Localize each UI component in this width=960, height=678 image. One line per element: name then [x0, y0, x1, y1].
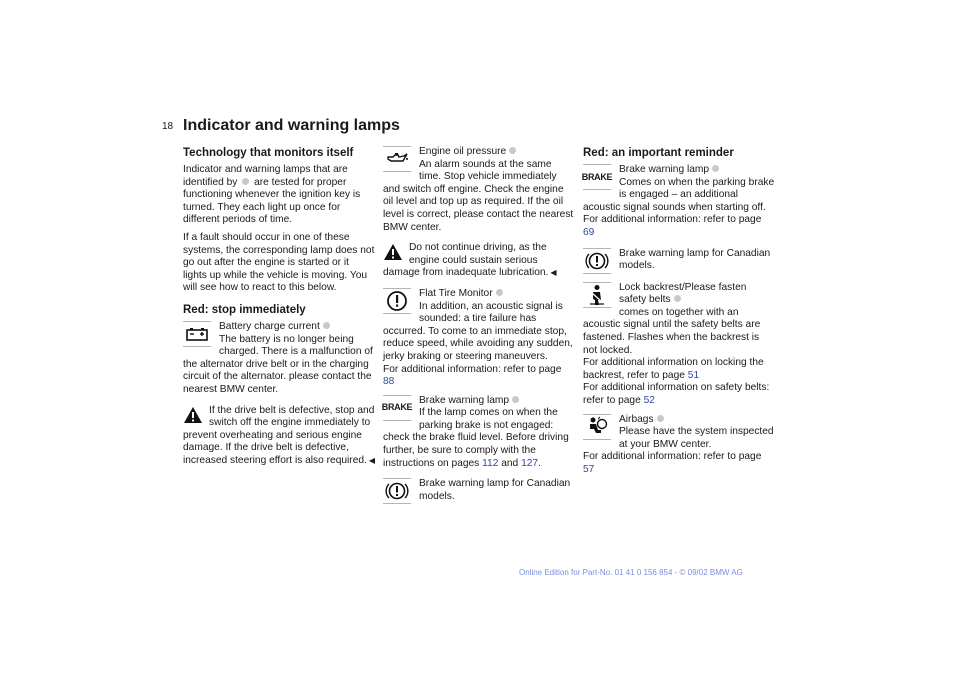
page-link-112[interactable]: 112 — [482, 457, 499, 469]
belt-title: Lock backrest/Please fasten safety belts — [619, 281, 747, 306]
battery-block — [183, 321, 375, 397]
footer-edition: Online Edition for Part-No. 01 41 0 156 854 - © 09/02 BMW AG — [519, 568, 743, 577]
battery-title: Battery charge current — [219, 320, 320, 332]
airbag-block: Airbags Please have the system inspected at your BMW center. For additional information: refer to page 57 — [583, 413, 774, 475]
oil-can-icon — [383, 146, 411, 172]
battery-text: The battery is no longer being charged. There is a malfunction of the alternator drive belt or in the charging circuit of the alternator. please contact the nearest BMW center. — [183, 333, 373, 395]
tire-warning-icon — [383, 288, 411, 314]
page-link-52[interactable]: 52 — [643, 394, 655, 406]
indicator-dot-icon — [509, 147, 516, 154]
heading-technology: Technology that monitors itself — [183, 147, 354, 159]
page-link-51[interactable]: 51 — [687, 369, 700, 381]
drive-belt-warning: If the drive belt is defective, stop and switch off the engine immediately to prevent overheating and serious engine damage. If the drive belt is defective, increased steering effort is also required. ◀ — [183, 404, 376, 466]
warning-triangle-icon — [383, 243, 405, 261]
indicator-dot-icon — [657, 415, 664, 422]
oil-warning: Do not continue driving, as the engine could sustain serious damage from inadequate lubrication. ◀ — [383, 242, 557, 279]
oil-pressure-block — [383, 146, 575, 234]
paragraph-fault: If a fault should occur in one of these systems, the corresponding lamp does not go out after the engine is started or it lights up while the vehicle is moving. You will see how to react to this below. — [183, 231, 375, 294]
airbag-icon — [583, 414, 611, 440]
indicator-dot-icon — [512, 396, 519, 403]
page-link-69[interactable]: 69 — [583, 226, 595, 238]
column-3 — [583, 146, 775, 482]
indicator-dot-icon — [496, 289, 503, 296]
brake-icon: BRAKE — [583, 164, 611, 190]
oil-text: An alarm sounds at the same time. Stop vehicle immediately and switch off engine. Check the engine oil level and top up as required. If the oil level is correct, please contact the nearest BMW center. — [383, 158, 574, 233]
brake-canada-block — [383, 478, 575, 506]
indicator-dot-icon — [674, 295, 681, 302]
heading-reminder: Red: an important reminder — [583, 147, 734, 159]
page-title: Indicator and warning lamps — [183, 117, 400, 134]
brake-circle-icon — [583, 248, 611, 274]
canada-text: Brake warning lamp for Canadian models. — [619, 247, 771, 272]
indicator-dot-icon — [712, 165, 719, 172]
brake-warning-block: BRAKE Brake warning lamp If the lamp comes on when the parking brake is not engaged: check the brake fluid level. Before driving further, be sure to comply with the instructions on pages 112 and 127. — [381, 394, 569, 469]
brake-circle-icon — [383, 478, 411, 504]
airbag-title: Airbags — [619, 413, 654, 425]
end-mark-icon: ◀ — [368, 455, 376, 465]
seat-belt-icon — [583, 282, 611, 308]
indicator-dot-icon — [242, 178, 249, 185]
canada-text: Brake warning lamp for Canadian models. — [419, 478, 571, 502]
tire-text: In addition, an acoustic signal is sounded: a tire failure has occurred. To come to an immediate stop, reduce speed, while avoiding any sudden, jerky braking or steering maneuvers. — [383, 300, 573, 362]
brake-text: If the lamp comes on when the parking brake is not engaged: check the brake fluid level. Before driving further, be sure to comply with the instructions on pages — [383, 407, 569, 469]
brake-title: Brake warning lamp — [619, 164, 710, 175]
column-2 — [383, 146, 575, 512]
end-mark-icon: ◀ — [550, 268, 557, 278]
column-1 — [183, 146, 375, 473]
heading-stop: Red: stop immediately — [183, 303, 306, 316]
page-number: 18 — [162, 121, 174, 132]
brake-canada-block — [583, 248, 775, 276]
indicator-dot-icon — [323, 322, 330, 329]
airbag-text: Please have the system inspected at your BMW center. — [619, 426, 774, 450]
battery-icon — [183, 321, 211, 347]
belt-text: comes on together with an acoustic signal until the safety belts are fastened. Flashes when the backrest is not locked. — [583, 306, 761, 356]
brake-icon: BRAKE — [383, 395, 411, 421]
flat-tire-block: Flat Tire Monitor In addition, an acoustic signal is sounded: a tire failure has occurred. To come to an immediate stop, reduce speed, while avoiding any sudden, jerky braking or steering maneuvers. For additional information: refer to page 88 — [383, 287, 573, 388]
warning-triangle-icon — [183, 406, 205, 424]
page-link-127[interactable]: 127 — [521, 457, 539, 469]
paragraph-intro: Indicator and warning lamps that are identified by are tested for proper functioning whenever the ignition key is turned. They each light up once for different periods of time. — [183, 164, 361, 226]
tire-title: Flat Tire Monitor — [419, 287, 493, 299]
brake-reminder-block — [583, 164, 775, 240]
brake-text: Comes on when the parking brake is engaged – an additional acoustic signal sounds when starting off. For additional information: refer to page — [583, 176, 775, 226]
oil-title: Engine oil pressure — [419, 146, 507, 157]
page-link-88[interactable]: 88 — [383, 376, 395, 388]
page-link-57[interactable]: 57 — [583, 463, 595, 475]
seat-belt-block: Lock backrest/Please fasten safety belts comes on together with an acoustic signal until the safety belts are fastened. Flashes when the backrest is not locked. For additional information on locking the backrest, refer to page 51 For additional information on safety belts: refer to page 52 — [583, 281, 770, 406]
brake-title: Brake warning lamp — [419, 394, 510, 406]
